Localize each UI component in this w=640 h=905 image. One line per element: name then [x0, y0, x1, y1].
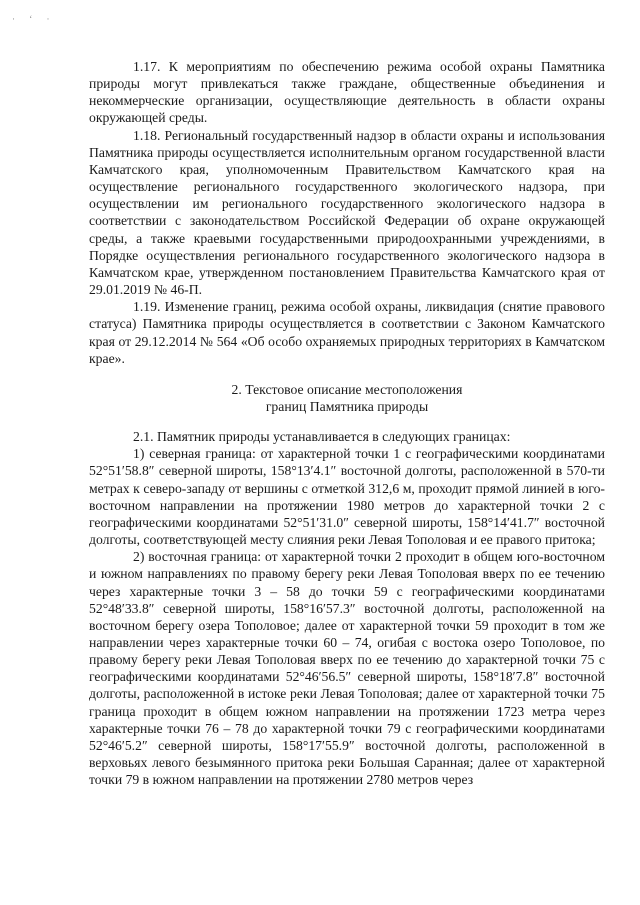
section-2-heading — [89, 381, 605, 415]
document-page — [89, 58, 605, 788]
section-2-heading-line1: 2. Текстовое описание местоположения — [231, 381, 463, 397]
paragraph-1-17: 1.17. К мероприятиям по обеспечению режима особой охраны Памятника природы могут привлекаться также граждане, общественные объединения и некоммерческие организации, осуществляющие деятельность в области охраны окружающей среды. — [89, 59, 605, 126]
paragraph-1-18: 1.18. Региональный государственный надзор в области охраны и использования Памятника природы осуществляется исполнительным органом государственной власти Камчатского края, уполномоченным Правительством Камчатского края на осуществление регионального государственного экологического надзора, при осуществлении им регионального государственного экологического надзора в соответствии с законодательством Российской Федерации об охране окружающей среды, а также краевыми государственными природоохранными учреждениями, в Порядке осуществления регионального государственного экологического надзора в Камчатском крае, утвержденном постановлением Правительства Камчатского края от 29.01.2019 № 46-П. — [89, 127, 605, 298]
paragraph-north-boundary: 1) северная граница: от характерной точки 1 с географическими координатами 52°51′58.8″ северной широты, 158°13′4.1″ восточной долготы, расположенной в 570-ти метрах к северо-западу от вершины с отметкой 312,6 м, проходит прямой линией в юго-восточном направлении на протяжении 1980 метров до характерной точки 2 с географическими координатами 52°51′31.0″ северной широты, 158°14′41.7″ восточной долготы, соответствующей месту слияния реки Левая Тополовая и ее правого притока; — [89, 446, 605, 548]
paragraph-2-1: 2.1. Памятник природы устанавливается в следующих границах: — [133, 429, 511, 445]
paragraph-east-boundary: 2) восточная граница: от характерной точки 2 проходит в общем юго-восточном и южном направлениях по правому берегу реки Левая Тополовая вверх по ее течению через характерные точки 3 – 58 до точки 59 с географическими координатами 52°48′33.8″ северной широты, 158°16′57.3″ восточной долготы, расположенной на восточном берегу озера Тополовое; далее от характерной точки 59 проходит в том же направлении через характерные точки 60 – 74, огибая с востока озеро Тополовое, по правому берегу реки Левая Тополовая вверх по ее течению до характерной точки 75 с географическими координатами 52°46′56.5″ северной широты, 158°18′7.8″ восточной долготы, расположенной в истоке реки Левая Тополовая; далее от характерной точки 75 граница проходит в общем южном направлении на протяжении 1723 метра через характерные точки 76 – 78 до характерной точки 79 с географическими координатами 52°46′5.2″ северной широты, 158°17′55.9″ восточной долготы, расположенной в верховьях левого безымянного притока реки Большая Саранная; далее от характерной точки 79 в южном направлении на протяжении 2780 метров через — [89, 549, 605, 788]
paragraph-1-19: 1.19. Изменение границ, режима особой охраны, ликвидация (снятие правового статуса) Памятника природы осуществляется в соответствии с Законом Камчатского края от 29.12.2014 № 564 «Об особо охраняемых природных территориях в Камчатском крае». — [89, 299, 605, 366]
section-2-heading-line2: границ Памятника природы — [265, 398, 429, 414]
scan-specks: · ‘ · — [12, 14, 56, 24]
